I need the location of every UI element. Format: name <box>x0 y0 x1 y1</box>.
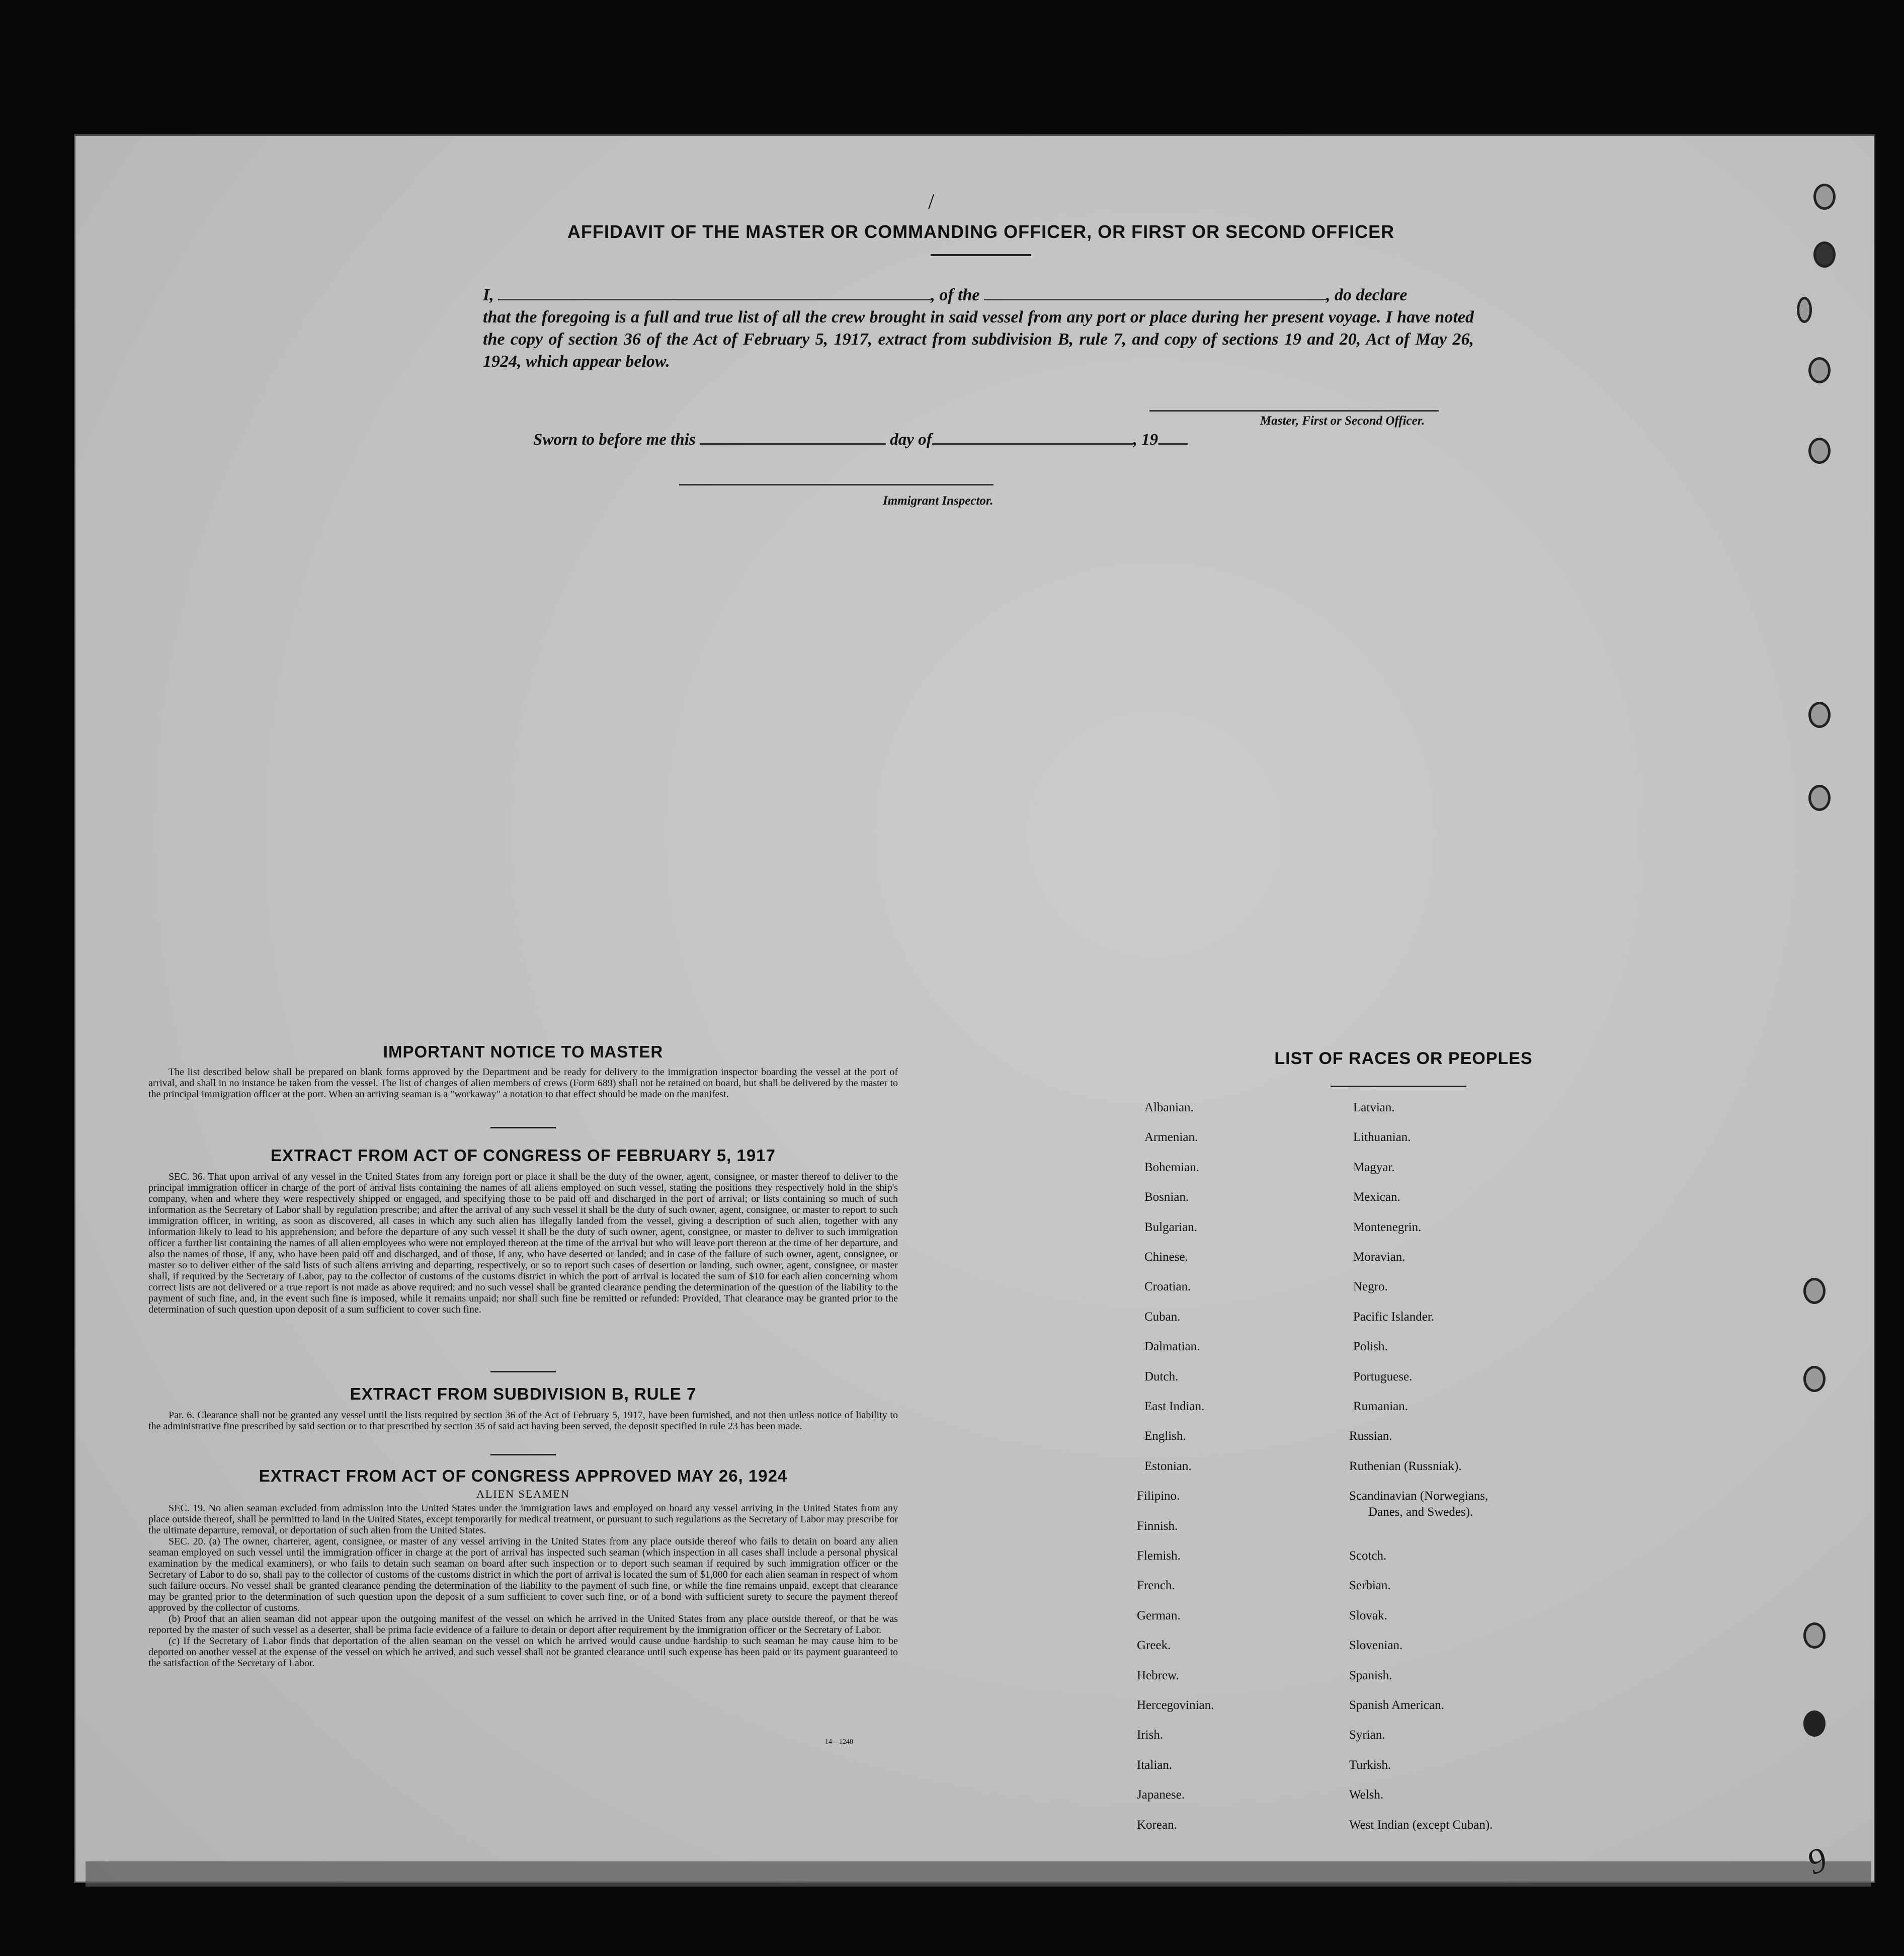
race-item: German. <box>1137 1609 1181 1622</box>
race-item: Flemish. <box>1137 1549 1181 1563</box>
race-item: Bulgarian. <box>1144 1220 1197 1234</box>
inspector-signature-line[interactable] <box>679 484 994 485</box>
race-item: Negro. <box>1353 1280 1388 1293</box>
race-item: Italian. <box>1137 1758 1173 1772</box>
form-number: 14—1240 <box>825 1738 853 1746</box>
affidavit-i: I, <box>483 286 494 304</box>
notice-text: The list described below shall be prepared on blank forms approved by the Department and be ready for delivery to the immigration inspector boarding the vessel at the port of arrival, and shall in no instance be taken from the vessel. The list of changes of alien members of crews (Form 689) shall not be retained on board, but shall be delivered by the master to the principal immigration officer at the port. When an arriving seaman is a "workaway" a notation to that effect should be made on the manifest. <box>148 1067 898 1100</box>
notice-block <box>148 1042 898 1100</box>
extract-1917-title: EXTRACT FROM ACT OF CONGRESS OF FEBRUARY 5, 1917 <box>271 1146 776 1165</box>
officer-name-blank[interactable] <box>498 285 931 300</box>
race-item: Cuban. <box>1144 1310 1181 1324</box>
extract-1924-sec20c: (c) If the Secretary of Labor finds that deportation of the alien seaman on the vessel on which he arrived would cause undue hardship to such seaman he may cause him to be deported on another vessel at the expense of the vessel on which he arrived, and such vessel shall not be granted clearance until such expense has been paid or its payment guaranteed to the satisfaction of the Secretary of Labor. <box>148 1636 898 1669</box>
race-item: Bohemian. <box>1144 1161 1200 1174</box>
affidavit-body <box>483 284 1474 373</box>
binder-hole <box>1803 1622 1826 1649</box>
master-signature-line[interactable] <box>1149 410 1439 412</box>
race-item: Scotch. <box>1349 1549 1387 1563</box>
master-signature-label: Master, First or Second Officer. <box>1260 414 1425 428</box>
race-item: Lithuanian. <box>1353 1130 1411 1144</box>
race-item: Estonian. <box>1144 1459 1192 1473</box>
race-item: Russian. <box>1349 1429 1392 1443</box>
binder-hole <box>1813 241 1836 268</box>
extract-rule7-title: EXTRACT FROM SUBDIVISION B, RULE 7 <box>350 1384 697 1403</box>
race-item: English. <box>1144 1429 1186 1443</box>
binder-hole <box>1808 785 1831 811</box>
race-item: Dalmatian. <box>1144 1340 1200 1353</box>
race-item: Rumanian. <box>1353 1400 1409 1413</box>
race-item: Filipino. <box>1137 1489 1180 1503</box>
extract-1917-rule <box>490 1371 556 1372</box>
races-title: LIST OF RACES OR PEOPLES <box>1274 1049 1533 1068</box>
race-item: Slovenian. <box>1349 1639 1403 1652</box>
binder-hole <box>1803 1366 1826 1392</box>
sworn-date-blank[interactable] <box>700 430 886 445</box>
race-item: Albanian. <box>1144 1101 1194 1114</box>
extract-1924-block <box>148 1466 898 1669</box>
margin-pencil-mark: 9 <box>1802 1840 1832 1883</box>
binder-hole <box>1808 438 1831 464</box>
binder-hole <box>1803 1278 1826 1304</box>
race-item: Slovak. <box>1349 1609 1387 1622</box>
extract-rule7-block <box>148 1384 898 1432</box>
race-item: Finnish. <box>1137 1519 1178 1533</box>
extract-1917-text: SEC. 36. That upon arrival of any vessel in the United States from any foreign port or place it shall be the duty of the owner, agent, consignee, or master thereof to deliver to the principal immigration officer in charge of the port of arrival lists containing the names of all aliens employed on such vessel, stating the positions they respectively hold in the ship's company, when and where they were respectively shipped or engaged, and specifying those to be paid off and discharged in the port of arrival; or lists containing so much of such information as the Secretary of Labor shall by regulation prescribe; and after the arrival of any such vessel it shall be the duty of such owner, agent, consignee, or master to report to such immigration officer, in writing, as soon as discovered, all cases in which any such alien has illegally landed from the vessel, giving a description of such alien, together with any information likely to lead to his apprehension; and before the departure of any such vessel it shall be the duty of such owner, agent, consignee, or master to deliver to such immigration officer a further list containing the names of all alien employees who were not employed thereon at the time of the arrival but who will leave port thereon at the time of her departure, and also the names of those, if any, who have been paid off and discharged, and of those, if any, who have deserted or landed; and in case of the failure of such owner, agent, consignee, or master so to deliver either of the said lists of such aliens arriving and departing, respectively, or so to report such cases of desertion or landing, such owner, agent, consignee, or master shall, if required by the Secretary of Labor, pay to the collector of customs of the customs district in which the port of arrival is located the sum of $10 for each alien concerning whom correct lists are not delivered or a true report is not made as above required; and no such vessel shall be granted clearance pending the determination of the question of the liability to the payment of such fine, and, in the event such fine is imposed, while it remains unpaid; nor shall such fine be remitted or refunded: Provided, That clearance may be granted prior to the determination of such question upon deposit of a sum sufficient to cover such fine. <box>148 1171 898 1315</box>
race-item: Dutch. <box>1144 1370 1179 1383</box>
extract-rule7-text: Par. 6. Clearance shall not be granted any vessel until the lists required by section 36 of the Act of February 5, 1917, have been furnished, and not then unless notice of liability to the administrative fine prescribed by said section or to that prescribed by section 35 of said act having been served, the deposit specified in rule 23 has been made. <box>148 1410 898 1432</box>
extract-1924-title: EXTRACT FROM ACT OF CONGRESS APPROVED MAY 26, 1924 <box>259 1466 788 1485</box>
race-item: Greek. <box>1137 1639 1171 1652</box>
affidavit-title: AFFIDAVIT OF THE MASTER OR COMMANDING OFFICER, OR FIRST OR SECOND OFFICER <box>567 221 1395 242</box>
extract-1917-block <box>148 1146 898 1315</box>
race-item: Pacific Islander. <box>1353 1310 1435 1324</box>
race-item: Japanese. <box>1137 1788 1185 1802</box>
race-item: Ruthenian (Russniak). <box>1349 1459 1462 1473</box>
year-prefix: , 19 <box>1133 431 1158 449</box>
race-item: Turkish. <box>1349 1758 1391 1772</box>
race-item: Serbian. <box>1349 1579 1391 1592</box>
race-item: Spanish. <box>1349 1669 1392 1682</box>
title-rule <box>931 254 1031 256</box>
sworn-line <box>533 430 1188 449</box>
sheet-edge <box>86 1861 1871 1887</box>
races-rule <box>1331 1086 1466 1087</box>
binder-hole <box>1813 184 1836 210</box>
race-item: Latvian. <box>1353 1101 1395 1114</box>
race-item: Scandinavian (Norwegians, <box>1349 1489 1488 1503</box>
race-item: Montenegrin. <box>1353 1220 1422 1234</box>
race-item: Chinese. <box>1144 1250 1188 1264</box>
sworn-text: Sworn to before me this <box>533 431 696 449</box>
binder-hole <box>1803 1710 1826 1737</box>
extract-rule7-rule <box>490 1454 556 1455</box>
day-of-text: day of <box>890 431 932 449</box>
race-item: Mexican. <box>1353 1190 1400 1204</box>
race-item: Spanish American. <box>1349 1698 1444 1712</box>
race-item: Irish. <box>1137 1728 1164 1742</box>
race-item: Hebrew. <box>1137 1669 1179 1682</box>
race-item: Welsh. <box>1349 1788 1384 1802</box>
extract-1924-sec20a: SEC. 20. (a) The owner, charterer, agent, consignee, or master of any vessel arriving in the United States from any place outside thereof who fails to detain on board any alien seaman employed on such vessel until the immigration officer in charge at the port of arrival has inspected such seaman (which inspection in all cases shall include a personal physical examination by the medical examiners), or who fails to detain such seaman on board after such inspection or to deport such seaman if required by such immigration officer or the Secretary of Labor to do so, shall pay to the collector of customs of the customs district in which the port of arrival is located the sum of $1,000 for each alien seaman in respect of whom such failure occurs. No vessel shall be granted clearance pending the determination of the liability to the payment of such fine, or while the fine remains unpaid, except that clearance may be granted prior to the determination of such question upon the deposit of a sum sufficient to cover such fine, or of a bond with sufficient surety to secure the payment thereof approved by the collector of customs. <box>148 1536 898 1613</box>
vessel-name-blank[interactable] <box>984 285 1326 300</box>
race-item: Magyar. <box>1353 1161 1395 1174</box>
race-item: Hercegovinian. <box>1137 1698 1214 1712</box>
race-item: West Indian (except Cuban). <box>1349 1818 1493 1832</box>
affidavit-statement: that the foregoing is a full and true list of all the crew brought in said vessel from any port or place during her present voyage. I have noted the copy of section 36 of the Act of February 5, 1917, extract from subdivision B, rule 7, and copy of sections 19 and 20, Act of May 26, 1924, which appear below. <box>483 308 1474 371</box>
race-item: French. <box>1137 1579 1175 1592</box>
extract-1924-sec19: SEC. 19. No alien seaman excluded from admission into the United States under the immigration laws and employed on board any vessel arriving in the United States from any place outside thereof, shall be permitted to land in the United States, except temporarily for medical treatment, or pursuant to such regulations as the Secretary of Labor may prescribe for the ultimate departure, removal, or deportation of such alien from the United States. <box>148 1503 898 1536</box>
race-item-continuation: Danes, and Swedes). <box>1368 1505 1473 1519</box>
race-item: Portuguese. <box>1353 1370 1413 1383</box>
sworn-month-blank[interactable] <box>932 430 1133 445</box>
race-item: Armenian. <box>1144 1130 1198 1144</box>
inspector-signature-label: Immigrant Inspector. <box>883 494 994 508</box>
race-item: Bosnian. <box>1144 1190 1189 1204</box>
affidavit-of-the: , of the <box>931 286 980 304</box>
extract-1924-sec20b: (b) Proof that an alien seaman did not appear upon the outgoing manifest of the vessel on which he arrived in the United States from any place outside thereof, or that he was reported by the master of such vessel as a deserter, shall be prima facie evidence of a failure to detain or deport after requirement by the immigration officer or the Secretary of Labor. <box>148 1613 898 1636</box>
notice-title: IMPORTANT NOTICE TO MASTER <box>383 1042 664 1061</box>
affidavit-declare: , do declare <box>1326 286 1408 304</box>
sworn-year-blank[interactable] <box>1158 430 1188 445</box>
extract-1924-subtitle: ALIEN SEAMEN <box>476 1488 570 1500</box>
race-item: Korean. <box>1137 1818 1177 1832</box>
binder-hole <box>1808 357 1831 383</box>
binder-hole <box>1808 702 1831 728</box>
race-item: Polish. <box>1353 1340 1388 1353</box>
race-item: Croatian. <box>1144 1280 1191 1293</box>
notice-rule <box>490 1127 556 1128</box>
race-item: Syrian. <box>1349 1728 1385 1742</box>
race-item: Moravian. <box>1353 1250 1405 1264</box>
tick-mark: / <box>928 189 935 214</box>
race-item: East Indian. <box>1144 1400 1205 1413</box>
binder-hole <box>1797 297 1812 323</box>
